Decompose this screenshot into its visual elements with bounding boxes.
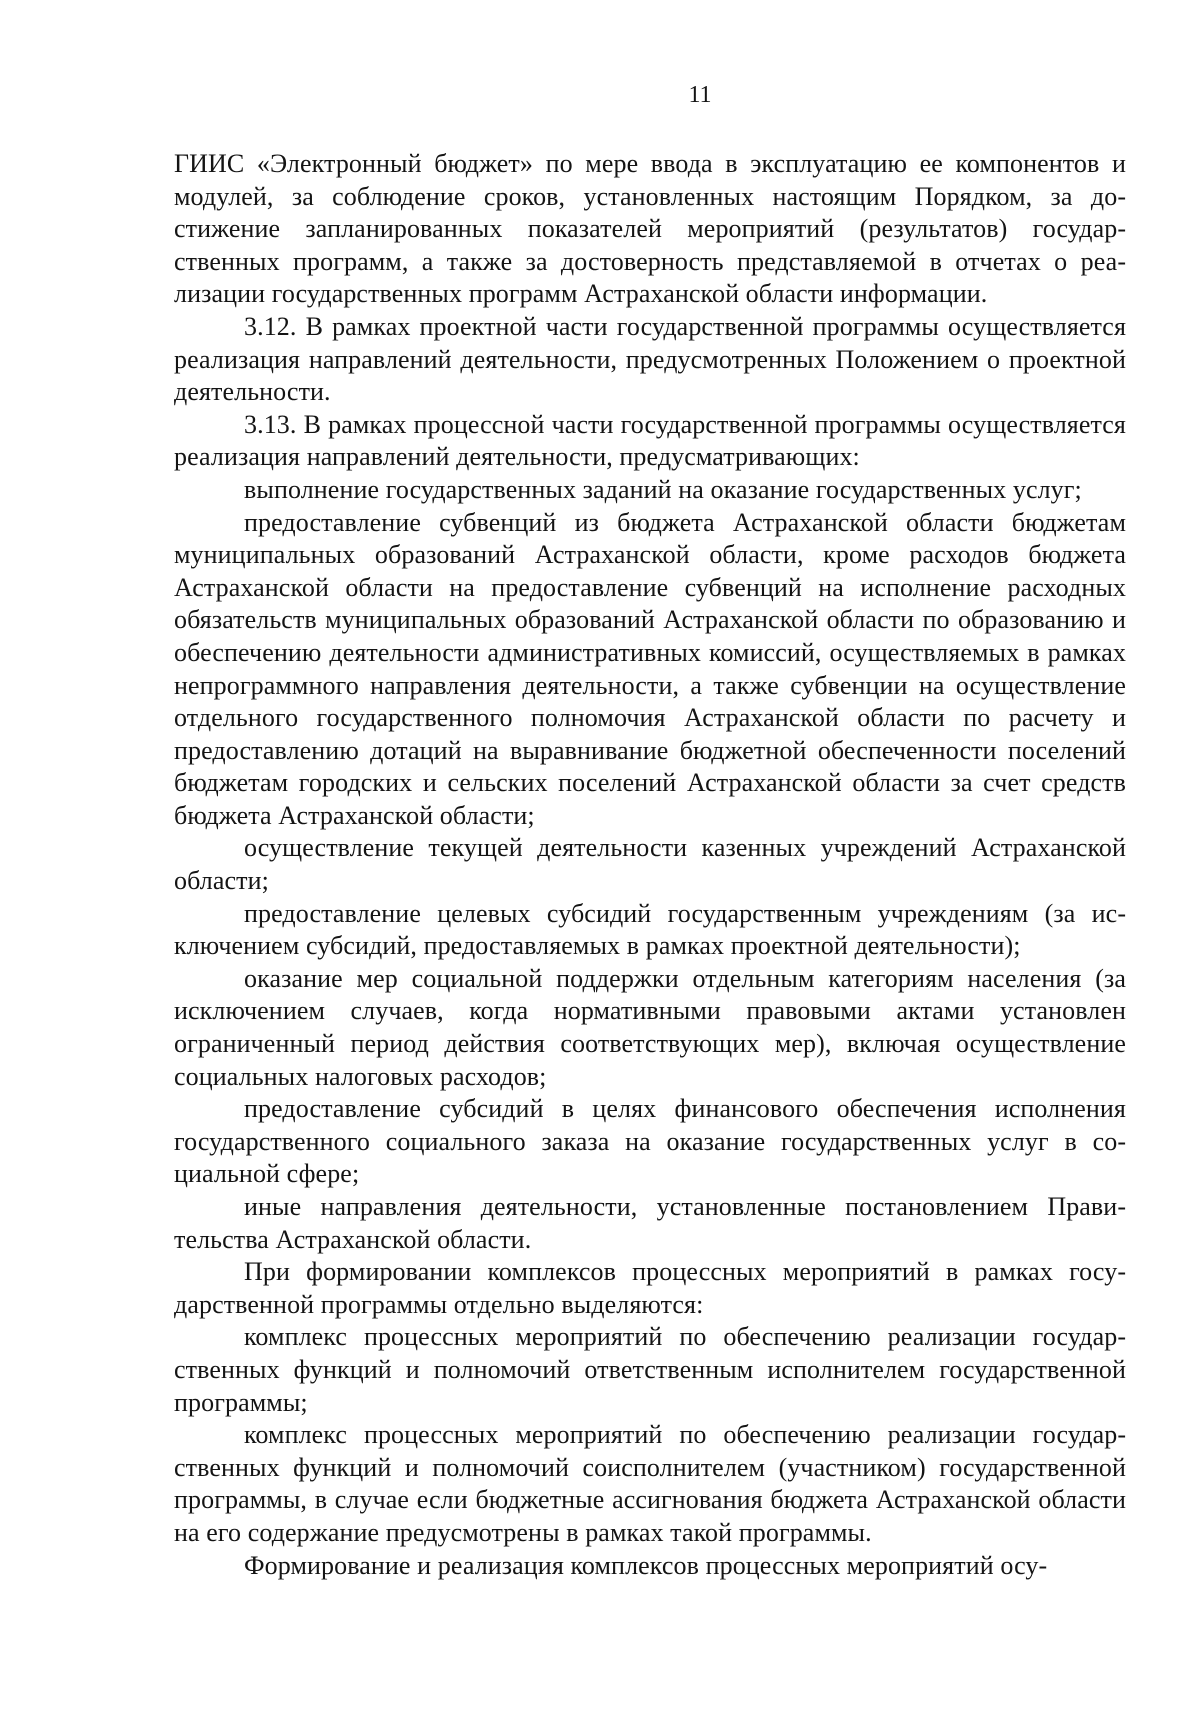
paragraph-formation-continued: Формирование и реализация комплексов процессных мероприятий осу-: [244, 1550, 1048, 1580]
list-item-social-support: оказание мер социальной поддержки отдельным категориям населения (за исключением случаев, когда нормативными правовыми актами установлен ограниченный период действия соответствующих мер), включая осуществление социальных налоговых расходов;: [174, 963, 1126, 1091]
list-item-responsible-executor-complex: комплекс процессных мероприятий по обеспечению реализации государственных функций и полномочий ответственным исполнителем государственной программы;: [174, 1322, 1126, 1417]
paragraph-section-3-12: 3.12. В рамках проектной части государственной программы осуществляется реализация направлений деятельности, предусмотренных Положением о проектной деятельности.: [174, 311, 1126, 407]
list-item-treasury-institutions: осуществление текущей деятельности казенных учреждений Астраханской области;: [174, 833, 1126, 896]
list-item-co-executor-complex: комплекс процессных мероприятий по обеспечению реализации государственных функций и полномочий соисполнителем (участником) государственной программы, в случае если бюджетные ассигнования бюджета Астраханской области на его содержание предусмотрены в рамках такой программы.: [174, 1420, 1126, 1547]
document-body: [174, 148, 1126, 1582]
list-item-state-assignments: выполнение государственных заданий на оказание государственных услуг;: [244, 474, 1082, 504]
list-item-social-order-subsidies: предоставление субсидий в целях финансового обеспечения исполнения государственного социального заказа на оказание государственных услуг в социальной сфере;: [174, 1094, 1126, 1189]
page-number: 11: [688, 82, 712, 108]
list-item-subventions: предоставление субвенций из бюджета Астраханской области бюджетам муниципальных образований Астраханской области, кроме расходов бюджета Астраханской области на предоставление субвенций на исполнение расходных обязательств муниципальных образований Астраханской области по образованию и обеспечению деятельности административных комиссий, осуществляемых в рамках непрограммного направления деятельности, а также субвенции на осуществление отдельного государственного полномочия Астраханской области по расчету и предоставлению дотаций на выравнивание бюджетной обеспеченности поселений бюджетам городских и сельских поселений Астраханской области за счет средств бюджета Астраханской области;: [174, 507, 1126, 830]
paragraph-section-3-13: 3.13. В рамках процессной части государственной программы осуществляется реализация направлений деятельности, предусматривающих:: [174, 409, 1126, 472]
paragraph-process-complexes: При формировании комплексов процессных мероприятий в рамках государственной программы отдельно выделяются:: [174, 1257, 1126, 1319]
list-item-other-directions: иные направления деятельности, установленные постановлением Правительства Астраханской области.: [174, 1192, 1126, 1254]
paragraph-continuation: ГИИС «Электронный бюджет» по мере ввода в эксплуатацию ее компонентов и модулей, за соблюдение сроков, установленных настоящим Порядком, за достижение запланированных показателей мероприятий (результатов) государственных программ, а также за достоверность представляемой в отчетах о реализации государственных программ Астраханской области информации.: [174, 149, 1126, 309]
list-item-targeted-subsidies: предоставление целевых субсидий государственным учреждениям (за исключением субсидий, предоставляемых в рамках проектной деятельности);: [174, 898, 1126, 961]
